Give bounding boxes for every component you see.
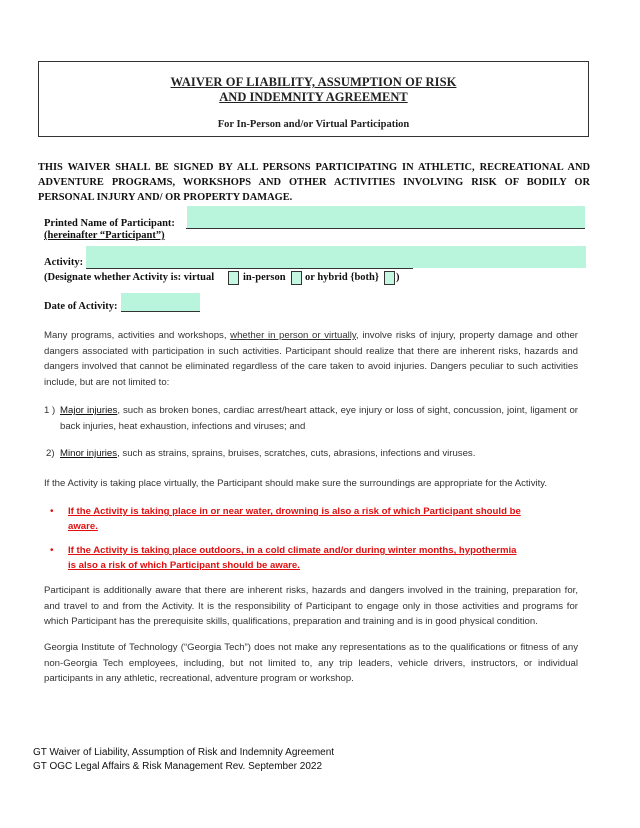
item2-text	[60, 446, 578, 462]
footer-line1: GT Waiver of Liability, Assumption of Risk and Indemnity Agreement	[33, 747, 335, 758]
item2-number: 2)	[46, 448, 55, 459]
item1-body: , such as broken bones, cardiac arrest/heart attack, eye injury or loss of sight, concussion, joint, ligament or back injuries, heat exhaustion, infections and viruses; and	[60, 405, 578, 432]
participant-name-label: Printed Name of Participant:	[44, 218, 175, 229]
in-person-checkbox[interactable]	[291, 271, 302, 285]
title-box	[38, 61, 589, 137]
virtual-note: If the Activity is taking place virtually, the Participant should make sure the surroundings are appropriate for the Activity.	[44, 478, 548, 489]
document-title-line1: WAIVER OF LIABILITY, ASSUMPTION OF RISK	[170, 75, 457, 89]
document-title-line2: AND INDEMNITY AGREEMENT	[219, 90, 408, 104]
warning-hypothermia: If the Activity is taking place outdoors, in a cold climate and/or during winter months, hypothermia is also a risk of which Participant should be aware.	[68, 545, 517, 571]
date-field[interactable]	[121, 293, 200, 311]
item2-body: , such as strains, sprains, bruises, scratches, cuts, abrasions, infections and viruses.	[117, 448, 476, 459]
activity-label: Activity:	[44, 257, 84, 268]
designate-label: (Designate whether Activity is: virtual	[44, 272, 215, 283]
footer-line2: GT OGC Legal Affairs & Risk Management Rev. September 2022	[33, 761, 323, 772]
intro-text-underlined: whether in person or virtually	[230, 330, 357, 341]
participant-name-underline	[186, 228, 585, 229]
warning2-bullet: •	[50, 545, 54, 556]
warning1-bullet: •	[50, 506, 54, 517]
item1-heading: Major injuries	[60, 405, 118, 416]
participant-name-sublabel: (hereinafter “Participant”)	[44, 230, 165, 241]
virtual-checkbox[interactable]	[228, 271, 239, 285]
waiver-notice: THIS WAIVER SHALL BE SIGNED BY ALL PERSONS PARTICIPATING IN ATHLETIC, RECREATIONAL AND ADVENTURE PROGRAMS, WORKSHOPS AND OTHER ACTIVITIES INVOLVING RISK OF BODILY OR PERSONAL INJURY AND/ OR PROPERTY DAMAGE.	[38, 162, 590, 203]
activity-underline	[86, 268, 413, 269]
close-paren: )	[396, 272, 400, 283]
participant-name-field[interactable]	[187, 206, 585, 228]
activity-value	[86, 251, 90, 263]
intro-text-a: Many programs, activities and workshops,	[44, 330, 231, 341]
date-underline	[121, 311, 200, 312]
date-value	[121, 297, 125, 309]
hybrid-label: or hybrid {both}	[305, 272, 380, 283]
intro-text-b: , involve risks of injury, property damage and other dangers associated with participation in such activities. Participant should realize that there are inherent risks, hazards and dangers involved that cannot be eliminated regardless of the care taken to avoid injuries. Dangers peculiar to such activities include, but are not limited to:	[44, 330, 579, 388]
georgia-tech-paragraph: Georgia Institute of Technology (“Georgia Tech”) does not make any representations as to the qualifications or fitness of any non-Georgia Tech employees, including, but not limited to, any trip leaders, vehicle drivers, instructors, or individual participants in any athletic, recreational, adventure program or workshop.	[44, 642, 578, 684]
in-person-label: in-person	[243, 272, 286, 283]
participant-name-value	[187, 211, 191, 223]
intro-paragraph	[44, 328, 578, 390]
activity-field[interactable]	[86, 246, 586, 268]
date-label: Date of Activity:	[44, 301, 118, 312]
item1-text	[60, 403, 578, 434]
document-subtitle: For In-Person and/or Virtual Participation	[217, 119, 410, 130]
item2-heading: Minor injuries	[60, 448, 118, 459]
hybrid-checkbox[interactable]	[384, 271, 395, 285]
awareness-paragraph: Participant is additionally aware that there are inherent risks, hazards and dangers involved in the training, preparation for, and travel to and from the Activity. It is the responsibility of Participant to engage only in those activities and programs for which Participant has the prerequisite skills, qualifications, preparation and training and is in good physical condition.	[44, 585, 578, 627]
warning-drowning: If the Activity is taking place in or near water, drowning is also a risk of which Participant should be aware.	[68, 506, 521, 532]
item1-number: 1 )	[44, 405, 56, 416]
